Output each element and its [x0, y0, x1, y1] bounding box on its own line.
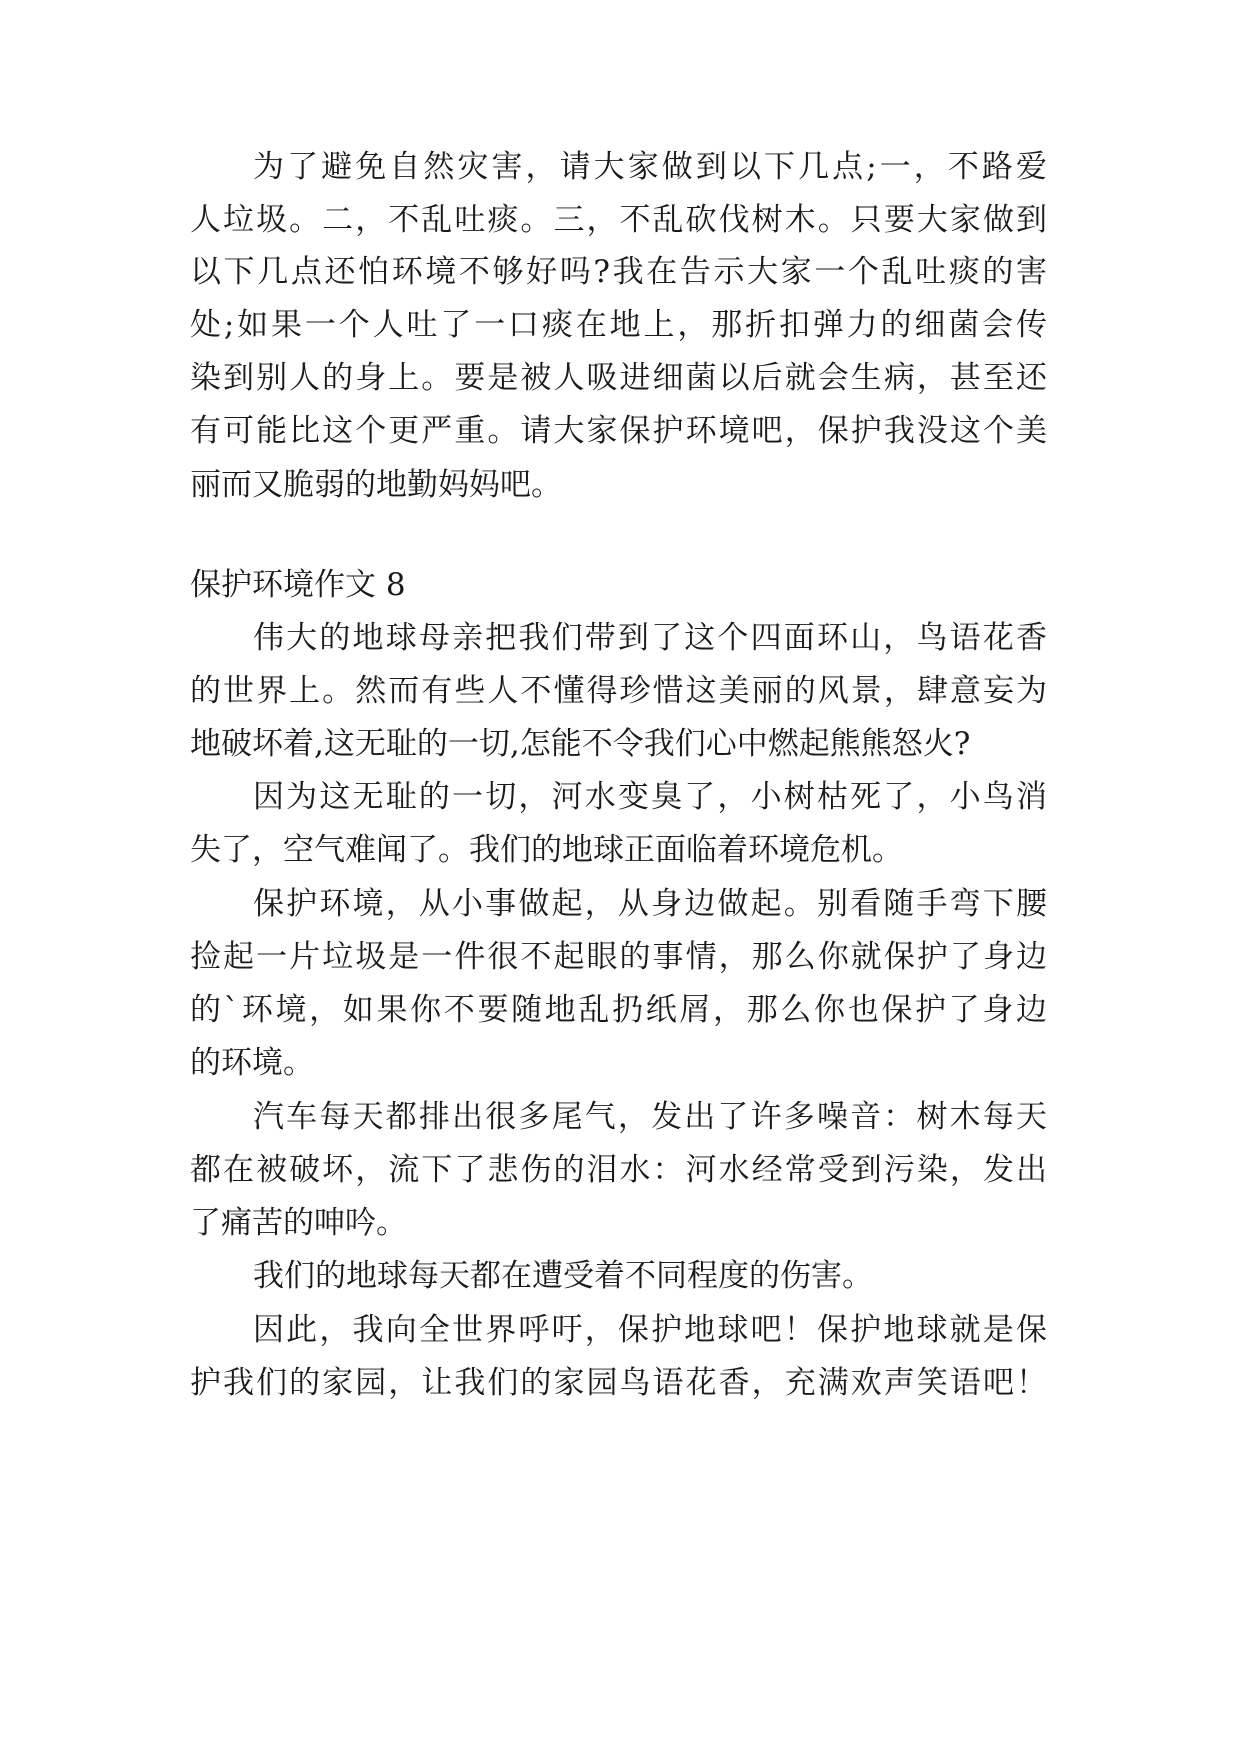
text-line: 保护环境，从小事做起，从身边做起。别看随手弯下腰	[253, 886, 1047, 922]
text-line: 的世界上。然而有些人不懂得珍惜这美丽的风景，肆意妄为	[190, 673, 1047, 709]
text-line: 丽而又脆弱的地勤妈妈吧。	[190, 467, 562, 503]
text-line: 都在被破坏，流下了悲伤的泪水：河水经常受到污染，发出	[190, 1152, 1047, 1188]
text-line: 地破坏着,这无耻的一切,怎能不令我们心中燃起熊熊怒火?	[190, 726, 971, 762]
text-line: 伟大的地球母亲把我们带到了这个四面环山，鸟语花香	[253, 620, 1047, 656]
text-line: 以下几点还怕环境不够好吗?我在告示大家一个乱吐痰的害	[190, 254, 1047, 290]
text-line: 的环境。	[190, 1045, 314, 1081]
text-line: 失了，空气难闻了。我们的地球正面临着环境危机。	[190, 832, 903, 868]
text-line: 汽车每天都排出很多尾气，发出了许多噪音：树木每天	[253, 1099, 1047, 1135]
text-line: 人垃圾。二，不乱吐痰。三，不乱砍伐树木。只要大家做到	[190, 202, 1047, 238]
text-line: 捡起一片垃圾是一件很不起眼的事情，那么你就保护了身边	[190, 939, 1047, 975]
text-line: 因为这无耻的一切，河水变臭了，小树枯死了，小鸟消	[253, 779, 1047, 815]
text-line: 处;如果一个人吐了一口痰在地上，那折扣弹力的细菌会传	[190, 307, 1047, 343]
text-line: 我们的地球每天都在遭受着不同程度的伤害。	[253, 1258, 873, 1294]
text-line: 因此，我向全世界呼吁，保护地球吧！保护地球就是保	[253, 1312, 1047, 1348]
text-line: 为了避免自然灾害，请大家做到以下几点;一，不路爱	[253, 149, 1047, 185]
text-line: 染到别人的身上。要是被人吸进细菌以后就会生病，甚至还	[190, 360, 1047, 396]
section-heading: 保护环境作文 8	[190, 567, 406, 603]
text-line: 护我们的家园，让我们的家园鸟语花香，充满欢声笑语吧！	[190, 1365, 1047, 1401]
text-line: 有可能比这个更严重。请大家保护环境吧，保护我没这个美	[190, 413, 1047, 449]
text-line: 的`环境，如果你不要随地乱扔纸屑，那么你也保护了身边	[190, 992, 1047, 1028]
text-line: 了痛苦的呻吟。	[190, 1205, 407, 1241]
